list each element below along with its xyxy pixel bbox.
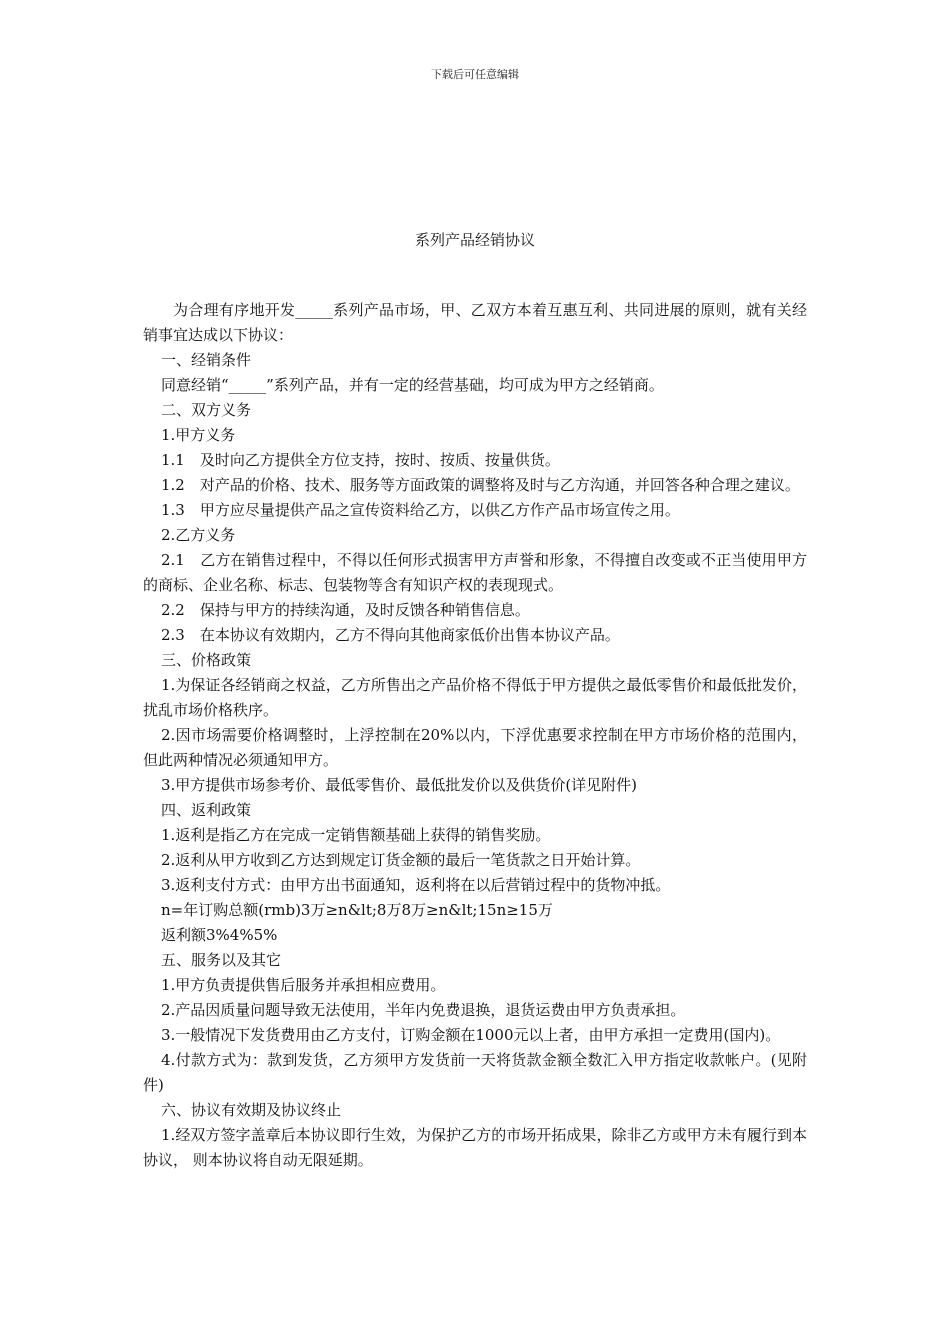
clause-paragraph: 1.经双方签字盖章后本协议即行生效，为保护乙方的市场开拓成果，除非乙方或甲方未有履行到本协议， 则本协议将自动无限延期。 bbox=[143, 1126, 807, 1169]
intro-paragraph: 为合理有序地开发_____系列产品市场，甲、乙双方本着互惠互利、共同进展的原则，就有关经销事宜达成以下协议： bbox=[143, 301, 807, 344]
section-heading-4: 四、返利政策 bbox=[161, 801, 252, 819]
document-title: 系列产品经销协议 bbox=[414, 231, 535, 249]
clause-paragraph: 1.甲方负责提供售后服务并承担相应费用。 bbox=[161, 976, 446, 994]
clause-paragraph: 2.2 保持与甲方的持续沟通，及时反馈各种销售信息。 bbox=[161, 601, 530, 619]
clause-paragraph: 4.付款方式为：款到发货，乙方须甲方发货前一天将货款金额全数汇入甲方指定收款帐户。(见附件) bbox=[143, 1051, 807, 1094]
rebate-rates-line: 返利额3%4%5% bbox=[161, 926, 278, 944]
clause-paragraph: 1.返利是指乙方在完成一定销售额基础上获得的销售奖励。 bbox=[161, 826, 551, 844]
clause-paragraph: 2.因市场需要价格调整时，上浮控制在20%以内，下浮优惠要求控制在甲方市场价格的范围内，但此两种情况必须通知甲方。 bbox=[143, 726, 807, 769]
section-heading-3: 三、价格政策 bbox=[161, 651, 252, 669]
subsection-heading: 2.乙方义务 bbox=[161, 526, 236, 544]
clause-paragraph: 2.产品因质量问题导致无法使用，半年内免费退换，退货运费由甲方负责承担。 bbox=[161, 1001, 686, 1019]
clause-paragraph: 3.甲方提供市场参考价、最低零售价、最低批发价以及供货价(详见附件) bbox=[161, 776, 638, 794]
section-heading-6: 六、协议有效期及协议终止 bbox=[161, 1101, 342, 1119]
section-heading-2: 二、双方义务 bbox=[161, 401, 252, 419]
subsection-heading: 1.甲方义务 bbox=[161, 426, 236, 444]
clause-paragraph: 同意经销“_____”系列产品，并有一定的经营基础，均可成为甲方之经销商。 bbox=[161, 376, 664, 394]
clause-paragraph: 1.2 对产品的价格、技术、服务等方面政策的调整将及时与乙方沟通，并回答各种合理之建议。 bbox=[161, 476, 800, 494]
clause-paragraph: 2.3 在本协议有效期内，乙方不得向其他商家低价出售本协议产品。 bbox=[161, 626, 620, 644]
clause-paragraph: 2.1 乙方在销售过程中，不得以任何形式损害甲方声誉和形象，不得擅自改变或不正当使用甲方的商标、企业名称、标志、包装物等含有知识产权的表现现式。 bbox=[143, 551, 807, 594]
clause-paragraph: 1.3 甲方应尽量提供产品之宣传资料给乙方，以供乙方作产品市场宣传之用。 bbox=[161, 501, 680, 519]
document-body bbox=[143, 298, 807, 1173]
clause-paragraph: 3.返利支付方式：由甲方出书面通知，返利将在以后营销过程中的货物冲抵。 bbox=[161, 876, 671, 894]
rebate-tiers-line: n=年订购总额(rmb)3万≥n&lt;8万8万≥n&lt;15n≥15万 bbox=[161, 901, 553, 919]
header-note: 下载后可任意编辑 bbox=[431, 68, 519, 81]
clause-paragraph: 1.为保证各经销商之权益，乙方所售出之产品价格不得低于甲方提供之最低零售价和最低批发价，扰乱市场价格秩序。 bbox=[143, 676, 807, 719]
section-heading-1: 一、经销条件 bbox=[161, 351, 252, 369]
clause-paragraph: 2.返利从甲方收到乙方达到规定订货金额的最后一笔货款之日开始计算。 bbox=[161, 851, 641, 869]
clause-paragraph: 1.1 及时向乙方提供全方位支持，按时、按质、按量供货。 bbox=[161, 451, 560, 469]
clause-paragraph: 3.一般情况下发货费用由乙方支付，订购金额在1000元以上者，由甲方承担一定费用(国内)。 bbox=[161, 1026, 781, 1044]
section-heading-5: 五、服务以及其它 bbox=[161, 951, 282, 969]
